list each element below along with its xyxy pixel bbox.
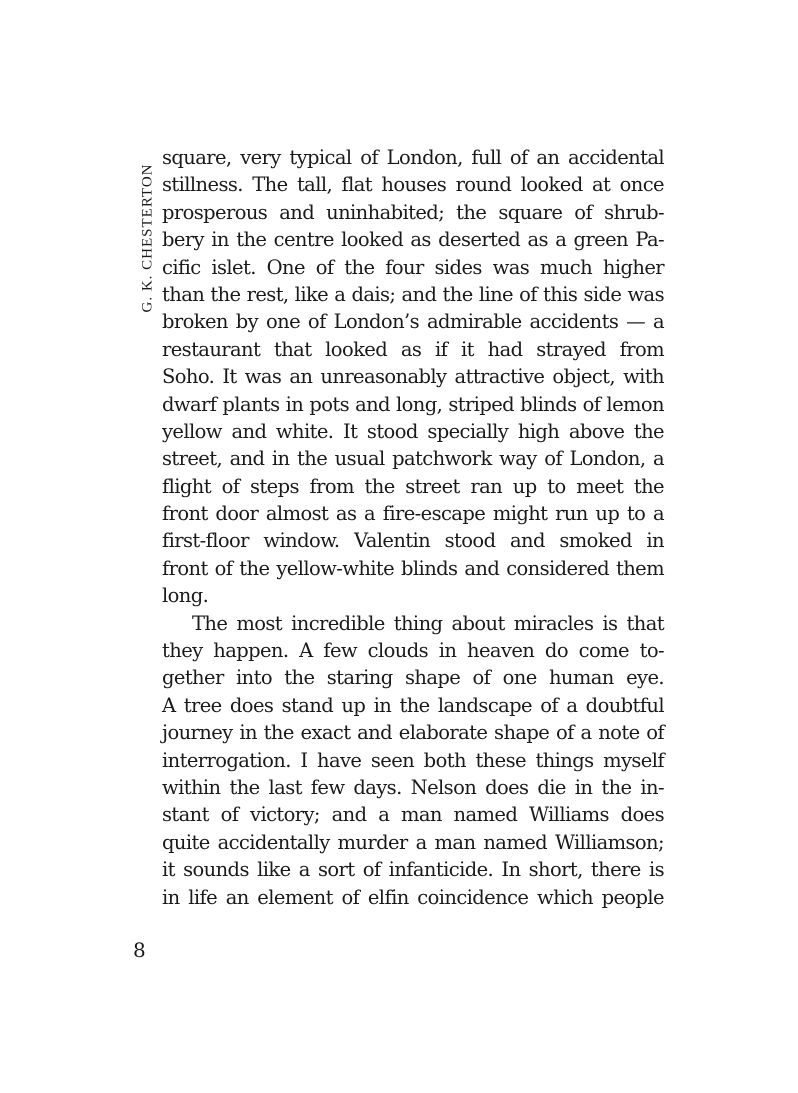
paragraph-2: [162, 610, 664, 911]
text-line: Soho. It was an unreasonably attractive object, with: [162, 365, 664, 389]
text-line: square, very typical of London, full of an accidental: [162, 146, 664, 169]
paragraph-1: [162, 144, 664, 610]
text-line: bery in the centre looked as deserted as a green Pa-: [162, 228, 664, 252]
text-line: gether into the staring shape of one human eye.: [162, 666, 664, 690]
text-line: The most incredible thing about miracles is that: [192, 611, 664, 635]
text-line: than the rest, like a dais; and the line of this side was: [162, 282, 664, 306]
text-line: front door almost as a fire-escape might run up to a: [162, 502, 664, 526]
text-line: within the last few days. Nelson does die in the in-: [162, 775, 664, 799]
text-line: dwarf plants in pots and long, striped blinds of lemon: [162, 392, 664, 416]
page-number: 8: [133, 938, 146, 962]
text-line: stant of victory; and a man named Williams does: [162, 803, 664, 827]
body-text: [162, 144, 664, 911]
text-line: stillness. The tall, flat houses round looked at once: [162, 173, 664, 197]
text-line: quite accidentally murder a man named Williamson;: [162, 830, 664, 854]
text-line: they happen. A few clouds in heaven do come to-: [162, 639, 664, 663]
text-line: flight of steps from the street ran up to meet the: [162, 474, 664, 498]
running-head-author: G. K. CHESTERTON: [139, 163, 156, 313]
text-line: cific islet. One of the four sides was much higher: [162, 255, 664, 279]
text-line: broken by one of London’s admirable accidents — a: [162, 310, 664, 334]
text-line: it sounds like a sort of infanticide. In short, there is: [162, 858, 664, 882]
text-line: A tree does stand up in the landscape of a doubtful: [162, 693, 664, 717]
text-line: interrogation. I have seen both these things myself: [162, 748, 664, 772]
text-line: long.: [162, 584, 209, 608]
text-line: in life an element of elfin coincidence which people: [162, 885, 664, 909]
text-line: restaurant that looked as if it had strayed from: [162, 337, 664, 361]
text-line: yellow and white. It stood specially high above the: [162, 419, 664, 443]
text-line: journey in the exact and elaborate shape of a note of: [162, 721, 664, 745]
text-line: first-floor window. Valentin stood and smoked in: [162, 529, 664, 553]
text-line: street, and in the usual patchwork way of London, a: [162, 447, 664, 471]
text-line: prosperous and uninhabited; the square of shrub-: [162, 200, 664, 224]
text-line: front of the yellow-white blinds and considered them: [162, 556, 664, 580]
